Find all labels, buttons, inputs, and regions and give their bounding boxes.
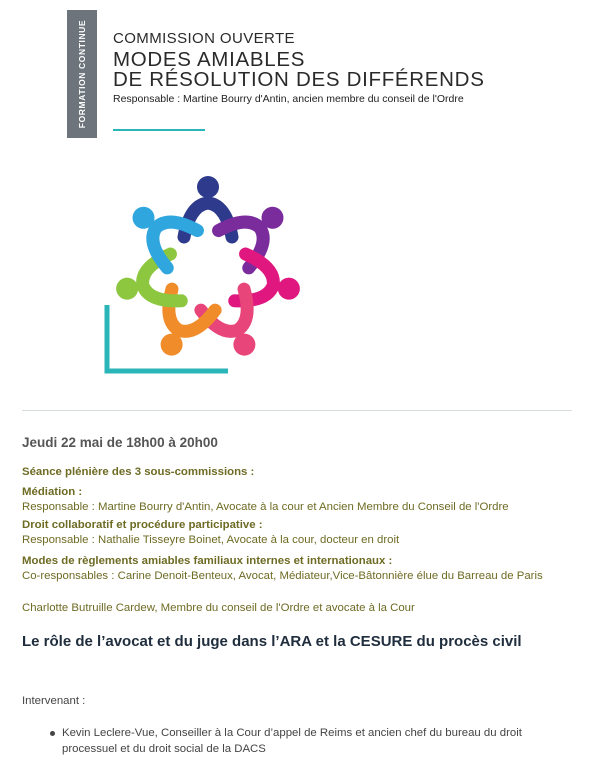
- bullet-icon: [50, 731, 55, 736]
- formation-continue-banner: [67, 10, 97, 138]
- event-date: Jeudi 22 mai de 18h00 à 20h00: [22, 435, 218, 450]
- header-underline: [113, 129, 205, 131]
- droit-collab-heading: Droit collaboratif et procédure participative :: [22, 519, 263, 531]
- modes-heading: Modes de règlements amiables familiaux internes et internationaux :: [22, 555, 393, 567]
- figure-blue: [120, 192, 198, 268]
- header-responsable: Responsable : Martine Bourry d'Antin, ancien membre du conseil de l'Ordre: [113, 93, 464, 105]
- speaker-list-item: Kevin Leclere-Vue, Conseiller à la Cour d’appel de Reims et ancien chef du bureau du droit processuel et du droit social de la DACS: [62, 727, 522, 755]
- mediation-responsable: Responsable : Martine Bourry d'Antin, Avocate à la cour et Ancien Membre du Conseil de l'Ordre: [22, 501, 509, 513]
- modes-co-responsables: Co-responsables : Carine Denoit-Benteux, Avocat, Médiateur,Vice-Bâtonnière élue du Barreau de Paris: [22, 570, 543, 582]
- commission-label: COMMISSION OUVERTE: [113, 30, 295, 47]
- session-title: Le rôle de l’avocat et du juge dans l’ARA et la CESURE du procès civil: [22, 633, 522, 650]
- section-divider: [22, 410, 572, 411]
- people-circle-logo-icon: [100, 165, 320, 380]
- mediation-heading: Médiation :: [22, 486, 83, 498]
- intervenant-label: Intervenant :: [22, 695, 86, 707]
- page-title-line2: DE RÉSOLUTION DES DIFFÉRENDS: [113, 68, 485, 91]
- droit-collab-responsable: Responsable : Nathalie Tisseyre Boinet, Avocate à la cour, docteur en droit: [22, 534, 400, 546]
- formation-continue-label: FORMATION CONTINUE: [77, 19, 87, 129]
- seance-heading: Séance plénière des 3 sous-commissions :: [22, 466, 255, 478]
- page-title-line1: MODES AMIABLES: [113, 48, 306, 71]
- modes-member: Charlotte Butruille Cardew, Membre du conseil de l'Ordre et avocate à la Cour: [22, 602, 415, 614]
